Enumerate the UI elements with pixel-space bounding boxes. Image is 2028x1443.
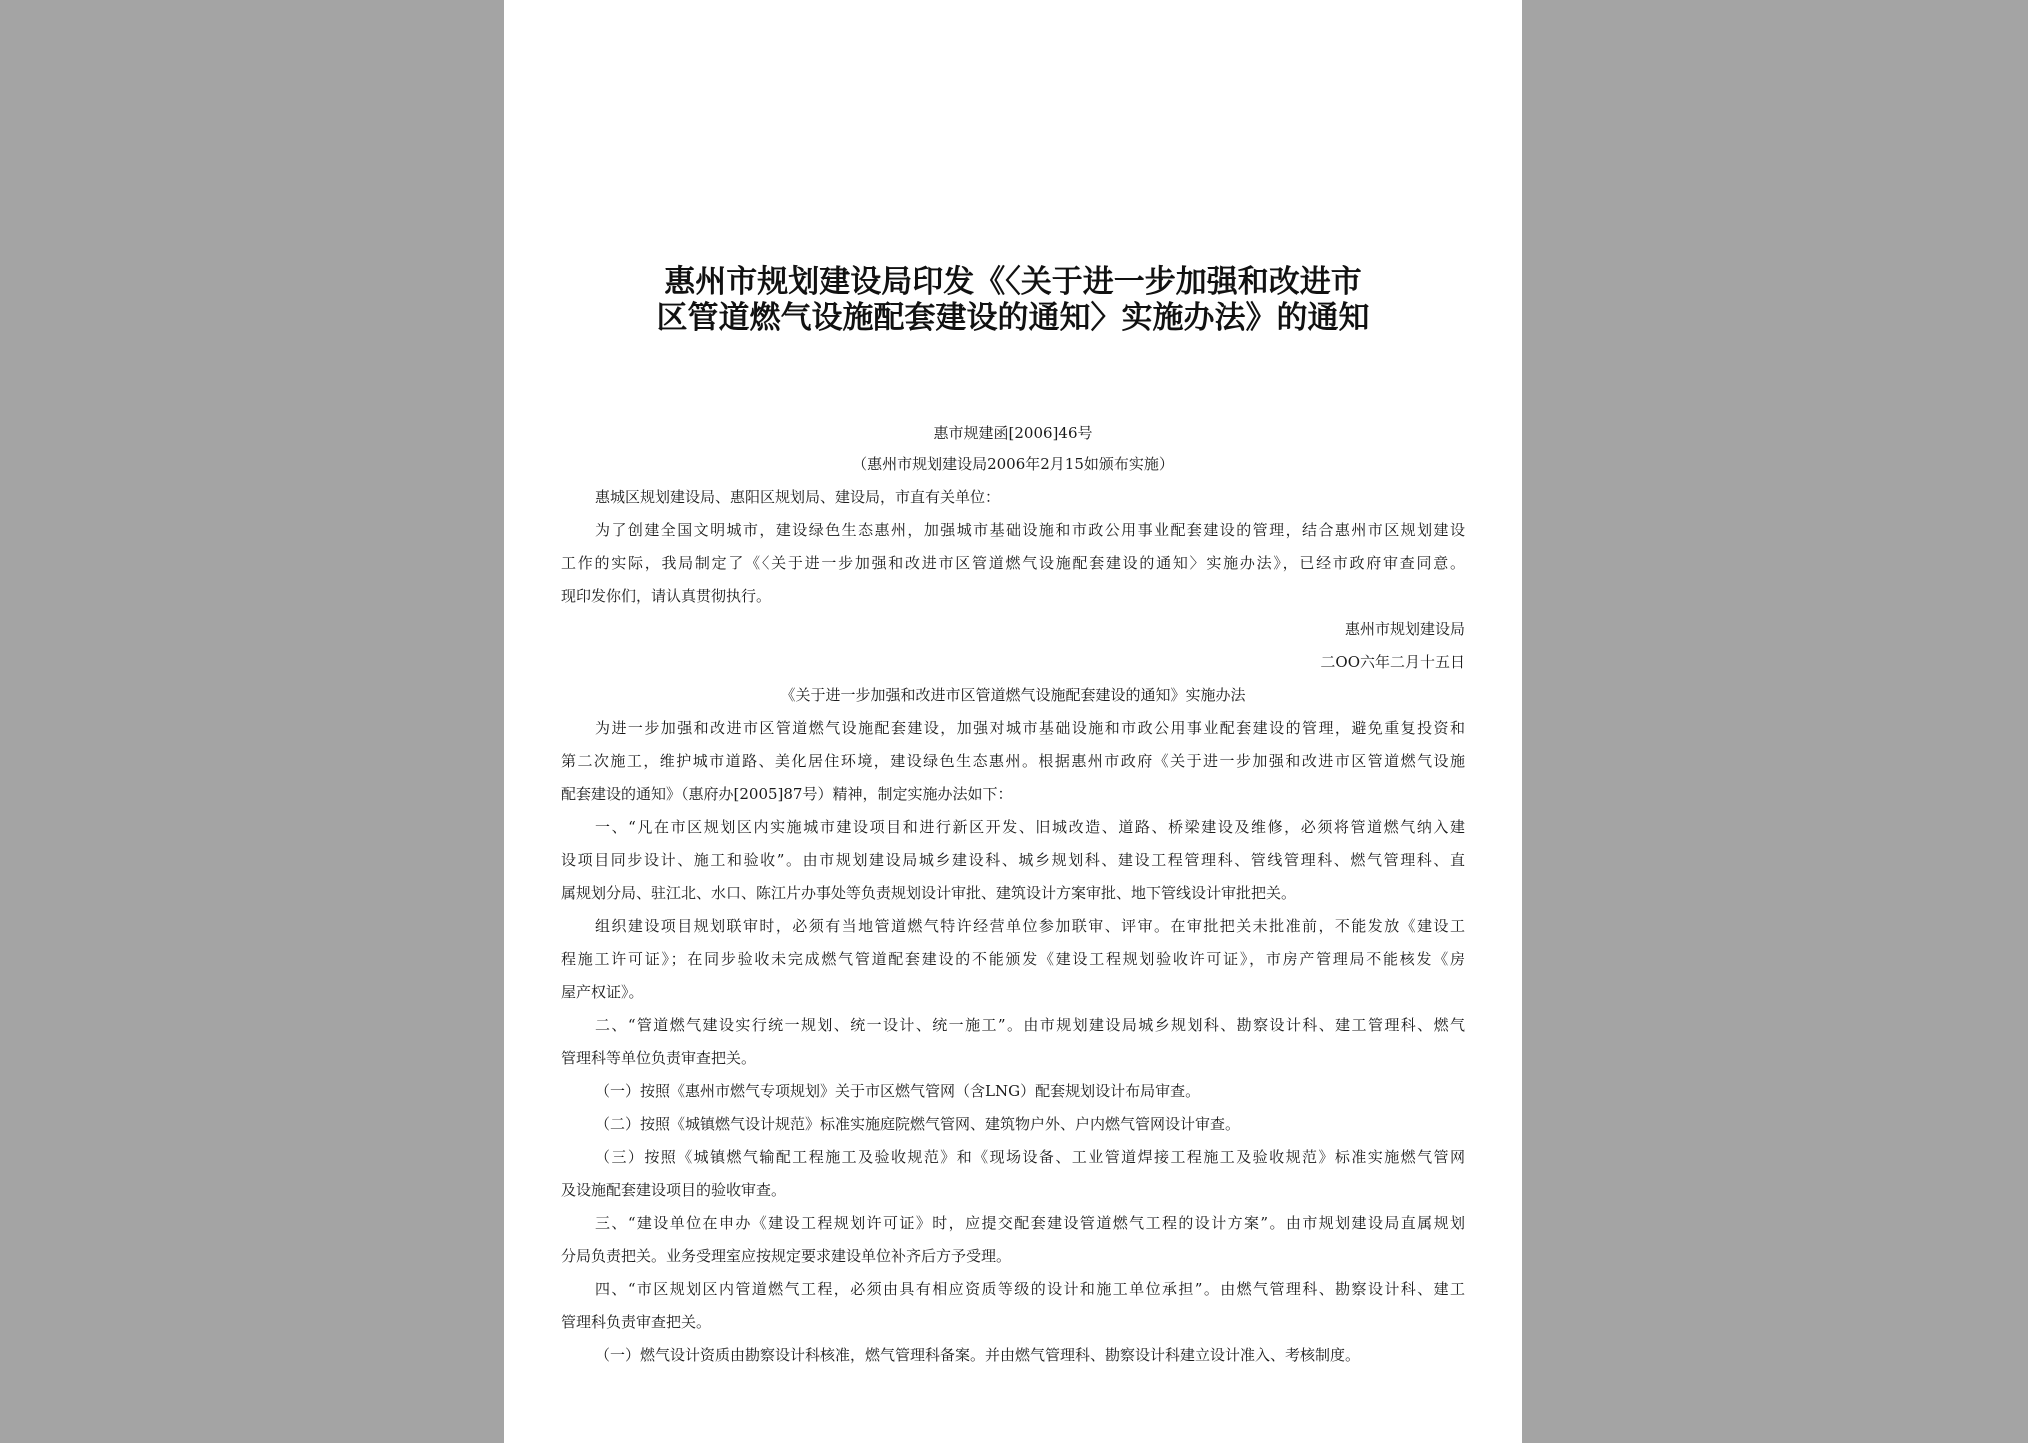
item-2-line-1: 二、“管道燃气建设实行统一规划、统一设计、统一施工”。由市规划建设局城乡规划科、勘察设计科、建工管理科、燃气 — [595, 1016, 1465, 1034]
intro-line-3: 现印发你们，请认真贯彻执行。 — [561, 587, 772, 605]
document-page — [504, 0, 1522, 1443]
item-1-line-3: 属规划分局、驻江北、水口、陈江片办事处等负责规划设计审批、建筑设计方案审批、地下管线设计审批把关。 — [561, 884, 1297, 902]
item-1b-line-2: 程施工许可证》；在同步验收未完成燃气管道配套建设的不能颁发《建设工程规划验收许可证》，市房产管理局不能核发《房 — [561, 950, 1465, 968]
document-title-line-1: 惠州市规划建设局印发《〈关于进一步加强和改进市 — [664, 264, 1362, 300]
item-3-line-1: 三、“建设单位在申办《建设工程规划许可证》时，应提交配套建设管道燃气工程的设计方案”。由市规划建设局直属规划 — [595, 1214, 1465, 1232]
document-number: 惠市规建函[2006]46号 — [933, 424, 1093, 442]
item-2-sub-2: （二）按照《城镇燃气设计规范》标准实施庭院燃气管网、建筑物户外、户内燃气管网设计审查。 — [595, 1115, 1241, 1133]
document-title-line-2: 区管道燃气设施配套建设的通知〉实施办法》的通知 — [656, 300, 1370, 336]
item-3-line-2: 分局负责把关。业务受理室应按规定要求建设单位补齐后方予受理。 — [561, 1247, 1012, 1265]
item-2-sub-3-line-2: 及设施配套建设项目的验收审查。 — [561, 1181, 787, 1199]
signature-organization: 惠州市规划建设局 — [1344, 620, 1465, 638]
item-1-line-1: 一、“凡在市区规划区内实施城市建设项目和进行新区开发、旧城改造、道路、桥梁建设及维修，必须将管道燃气纳入建 — [595, 818, 1465, 836]
item-4-sub-1: （一）燃气设计资质由勘察设计科核准，燃气管理科备案。并由燃气管理科、勘察设计科建立设计准入、考核制度。 — [595, 1346, 1361, 1364]
item-2-line-2: 管理科等单位负责审查把关。 — [561, 1049, 757, 1067]
issue-note: （惠州市规划建设局2006年2月15如颁布实施） — [852, 455, 1174, 473]
item-1b-line-1: 组织建设项目规划联审时，必须有当地管道燃气特许经营单位参加联审、评审。在审批把关未批准前，不能发放《建设工 — [595, 917, 1465, 935]
measures-title: 《关于进一步加强和改进市区管道燃气设施配套建设的通知》实施办法 — [780, 686, 1246, 704]
item-4-line-2: 管理科负责审查把关。 — [561, 1313, 712, 1331]
preamble-line-3: 配套建设的通知》（惠府办[2005]87号）精神，制定实施办法如下： — [561, 785, 1013, 803]
signature-date: 二OO六年二月十五日 — [1320, 653, 1465, 671]
item-2-sub-3-line-1: （三）按照《城镇燃气输配工程施工及验收规范》和《现场设备、工业管道焊接工程施工及验收规范》标准实施燃气管网 — [595, 1148, 1465, 1166]
item-1-line-2: 设项目同步设计、施工和验收”。由市规划建设局城乡建设科、城乡规划科、建设工程管理科、管线管理科、燃气管理科、直 — [561, 851, 1465, 869]
addressee: 惠城区规划建设局、惠阳区规划局、建设局，市直有关单位： — [595, 488, 1001, 506]
item-1b-line-3: 屋产权证》。 — [561, 983, 644, 1001]
preamble-line-1: 为进一步加强和改进市区管道燃气设施配套建设，加强对城市基础设施和市政公用事业配套建设的管理，避免重复投资和 — [595, 719, 1465, 737]
intro-line-1: 为了创建全国文明城市，建设绿色生态惠州，加强城市基础设施和市政公用事业配套建设的管理，结合惠州市区规划建设 — [595, 521, 1465, 539]
preamble-line-2: 第二次施工，维护城市道路、美化居住环境，建设绿色生态惠州。根据惠州市政府《关于进一步加强和改进市区管道燃气设施 — [561, 752, 1465, 770]
item-4-line-1: 四、“市区规划区内管道燃气工程，必须由具有相应资质等级的设计和施工单位承担”。由燃气管理科、勘察设计科、建工 — [595, 1280, 1465, 1298]
intro-line-2: 工作的实际，我局制定了《〈关于进一步加强和改进市区管道燃气设施配套建设的通知〉实施办法》，已经市政府审查同意。 — [561, 554, 1465, 572]
item-2-sub-1: （一）按照《惠州市燃气专项规划》关于市区燃气管网（含LNG）配套规划设计布局审查。 — [595, 1082, 1201, 1100]
